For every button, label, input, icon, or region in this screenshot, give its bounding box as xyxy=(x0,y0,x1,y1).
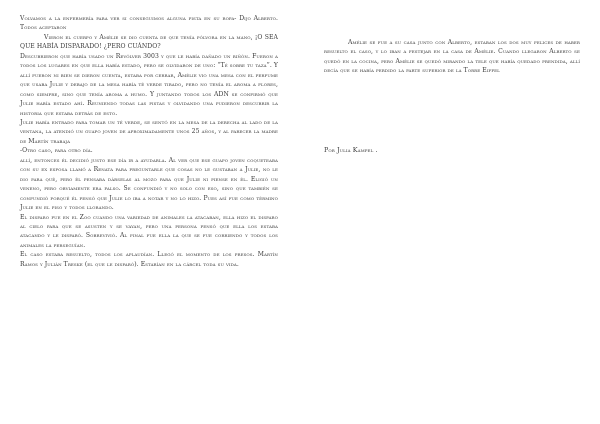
paragraph-clues: Descubrieron que había usado un Revólver 3003 y que le había dañado un riñón. Fueron a todos los lugares en que ella había estado, pero se olvidaron de uno: “Té sobre tu taza”. Y allí fueron ni bien se dieron cuenta, estaba por cerrar, Amélie vio una mesa con el perfume que usaba Julie y debajo de la mesa había té verde tirado, pero no tenía el aroma a flores, como siempre, sino que tenía aroma a humo. Y juntando todos los ADN se confirmó que Julie había estado ahí. Reuniendo todas las pistas y olvidando una pudieron descubrir la historia que estaba detrás de esto. xyxy=(20,52,278,117)
paragraph-zoo-shot: El disparo fue en el Zoo cuando una variedad de animales la atacaban, ella hizo el disparo al cielo para que se asusten y se vayan, pero una persona pensó que ella los estaba atacando y le disparó. Sobrevivió. Al final fue ella la que se fue corriendo y todos los animales la perseguían. xyxy=(20,213,278,249)
paragraph-intro: Volvamos a la enfermería para ver si conseguimos alguna pista en su ropa- Dijo Alberto. Todos aceptaron xyxy=(20,15,278,32)
paragraph-case-solved: El caso estaba resuelto, todos los aplaudían. Llegó el momento de los presos. Martín Ramos y Julián Treske (el que le disparó). Estarían en la cárcel toda su vida. xyxy=(20,251,278,268)
author-signature: Por Julia Kampel . xyxy=(324,146,378,154)
paragraph-green-tea: Julie había entrado para tomar un té verde, se sentó en la mesa de la derecha al lado de la ventana, la atendió un guapo joven de aproximadamente unos 25 años, y al parecer la madre de Martín trabaja xyxy=(20,118,278,145)
paragraph-another-case: -Otro caso, para otro día. xyxy=(20,147,93,155)
paragraph-poison: allí, entonces él decidió justo ese día ir a ayudarla. Al ver que ese guapo joven coqueteaba con su ex esposa llamó a Renata para preguntarle que cosas no le gustaban a Julie, no le dio para qué, pero él pensaba dárselas al mozo para que Julie ni piense en él. Eligió un veneno, pero obviamente era falso. Se confundió y no solo con eso, sino que también se confundió porqué él pensó que Julie lo iba a notar y no lo hizo. Pues así fue como término Julie en el piso y todos llorando. xyxy=(20,156,278,212)
right-text-column xyxy=(324,38,580,76)
left-text-column xyxy=(20,14,278,269)
paragraph-gunpowder: Vieron el cuerpo y Amélie se dio cuenta de que tenía pólvora en la mano, ¡O SEA QUE HABÍA DISPARADO! ¿PERO CUÁNDO? xyxy=(20,33,278,51)
paragraph-ending: Amélie se fue a su casa junto con Alberto, estaban los dos muy felices de haber resuelto el caso, y lo iban a festejar en la casa de Amélie. Cuando llegaron Alberto se quedó en la cocina, pero Amélie se quedó mirando la tele que había quedado prendida, allí decía que se había perdido la parte superior de la Torre Eiffel xyxy=(324,39,580,75)
